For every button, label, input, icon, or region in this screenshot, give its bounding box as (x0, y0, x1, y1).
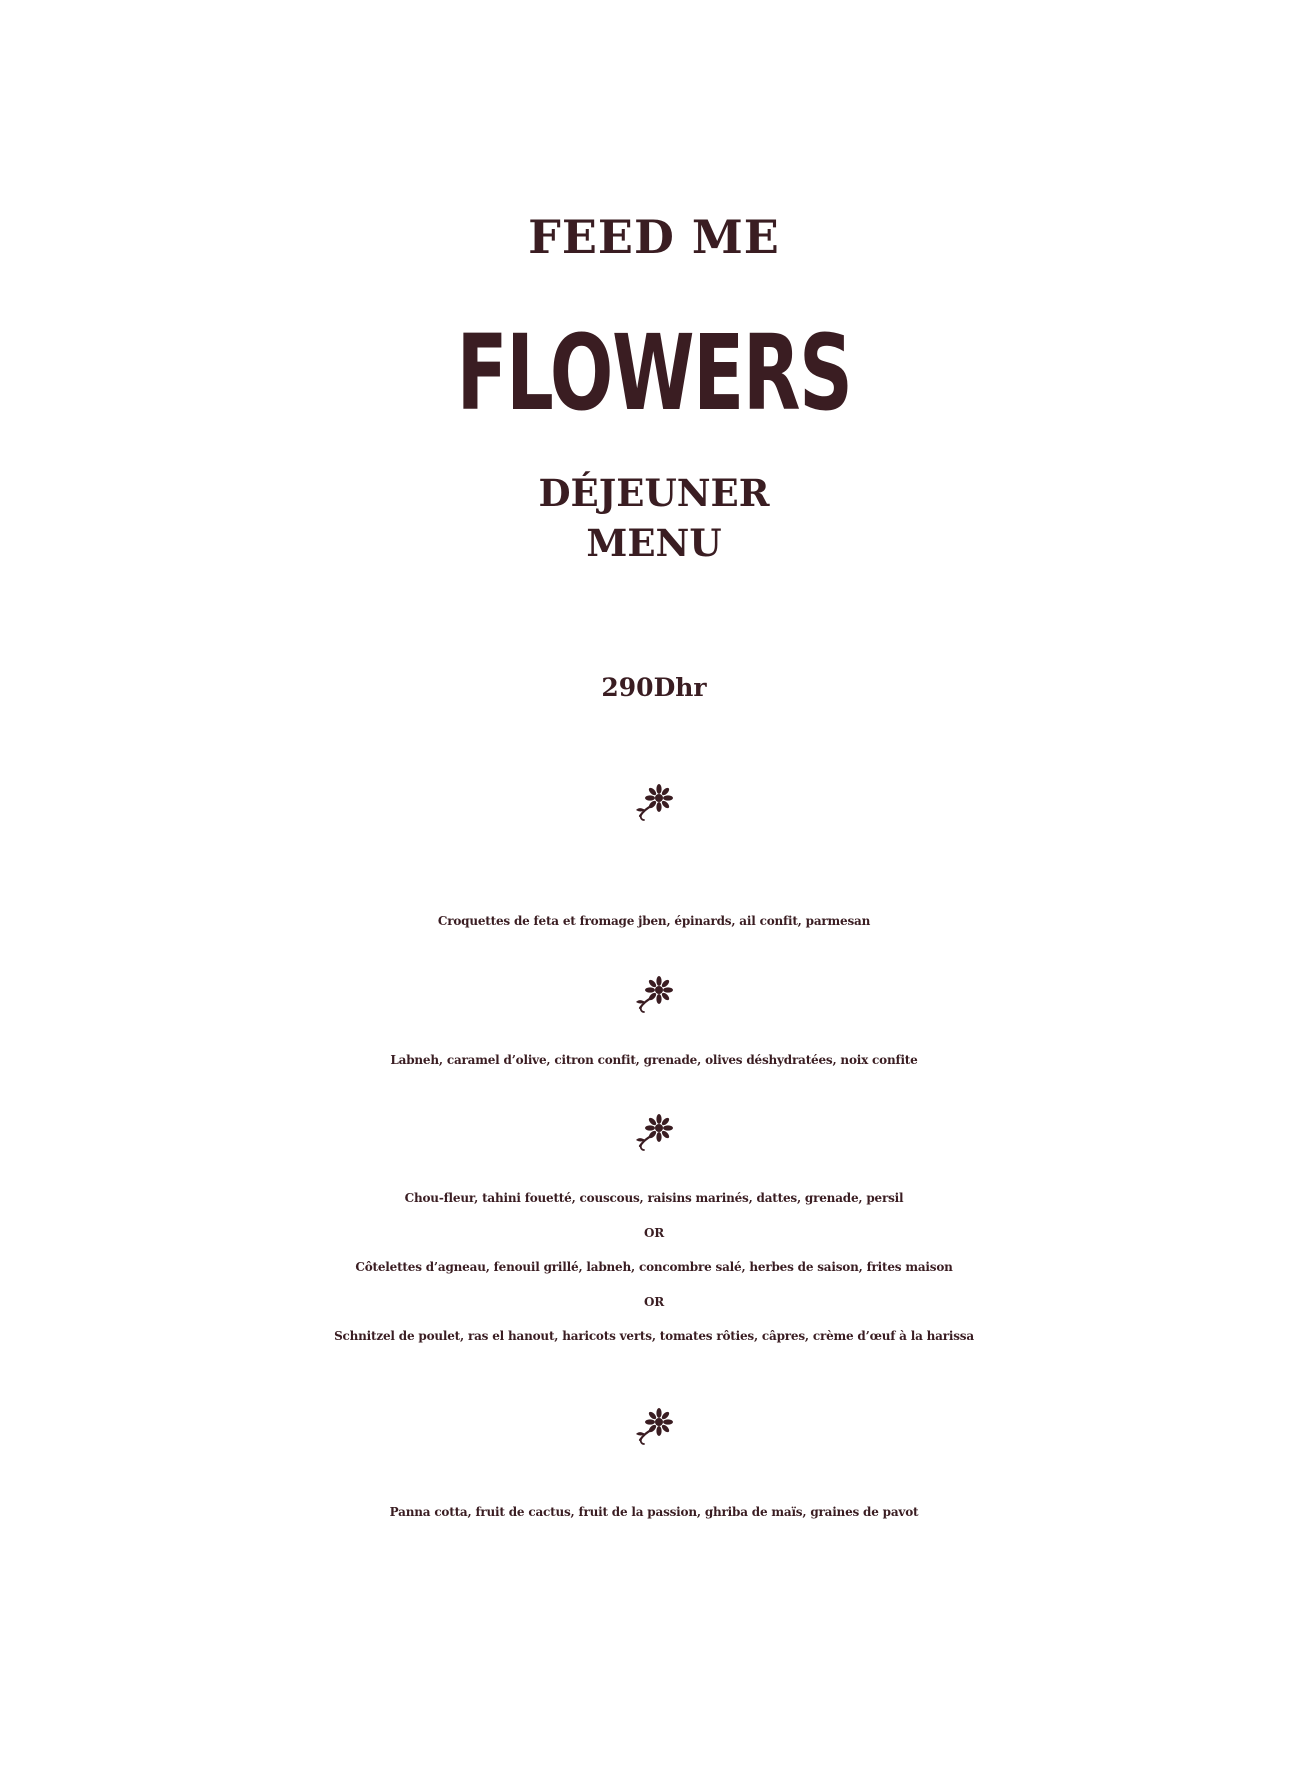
course-dessert (0, 1495, 1308, 1530)
main-option-3: Schnitzel de poulet, ras el hanout, haricots verts, tomates rôties, câpres, crème d’œuf à la harissa (334, 1329, 974, 1343)
flowers-logo: FLOWERS (456, 312, 852, 434)
menu-price: 290Dhr (601, 673, 707, 702)
menu-title-line1: DÉJEUNER (538, 471, 770, 515)
course-starter (0, 904, 1308, 939)
flower-icon (632, 1110, 676, 1154)
flower-icon (632, 1404, 676, 1448)
or-separator: OR (643, 1294, 665, 1309)
dessert-text: Panna cotta, fruit de cactus, fruit de la passion, ghriba de maïs, graines de pavot (389, 1505, 919, 1519)
feed-me-heading: FEED ME (528, 210, 780, 264)
main-option-2: Côtelettes d’agneau, fenouil grillé, labneh, concombre salé, herbes de saison, frites maison (355, 1260, 953, 1274)
starter-text: Croquettes de feta et fromage jben, épinards, ail confit, parmesan (437, 914, 871, 928)
course-mains (0, 1181, 1308, 1354)
menu-title (0, 468, 1308, 568)
main-option-1: Chou-fleur, tahini fouetté, couscous, raisins marinés, dattes, grenade, persil (404, 1191, 904, 1205)
flower-icon (632, 972, 676, 1016)
second-text: Labneh, caramel d’olive, citron confit, grenade, olives déshydratées, noix confite (390, 1053, 918, 1067)
flower-icon (632, 780, 676, 824)
course-second (0, 1043, 1308, 1078)
menu-title-line2: MENU (586, 521, 722, 565)
or-separator: OR (643, 1225, 665, 1240)
